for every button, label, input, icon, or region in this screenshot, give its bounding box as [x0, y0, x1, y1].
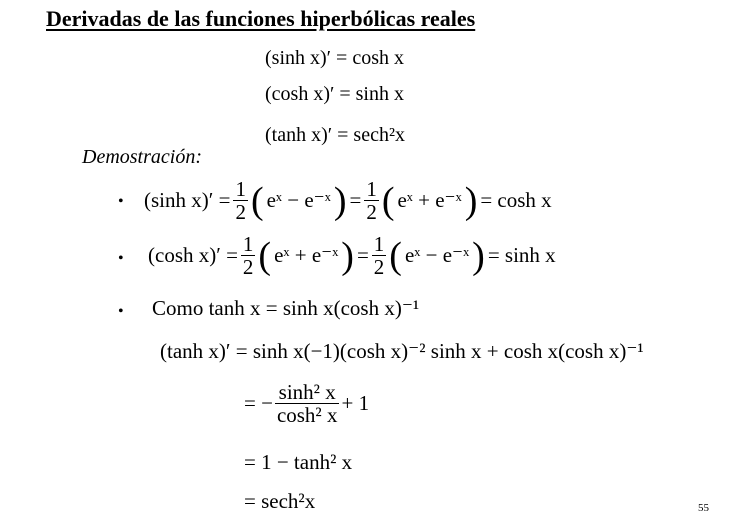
- paren-open: (: [389, 234, 402, 277]
- proof-cosh-line: [148, 233, 556, 278]
- proof-sinh-lhs: (sinh x)′ =: [144, 188, 231, 213]
- page-number: 55: [698, 502, 709, 514]
- fraction-denominator: 2: [235, 200, 246, 225]
- proof-cosh-inner1: eˣ + e⁻ˣ: [274, 243, 339, 268]
- fraction-half: [241, 233, 256, 278]
- proof-tanh-line2: [244, 381, 369, 426]
- paren-open: (: [381, 179, 395, 222]
- fraction-sinh-over-cosh: [275, 381, 340, 426]
- proof-sinh-mid: =: [349, 188, 362, 213]
- proof-tanh-line2-suffix: + 1: [341, 391, 370, 416]
- proof-tanh-line3: = 1 − tanh² x: [244, 450, 353, 474]
- proof-tanh-line4: = sech²x: [244, 489, 316, 513]
- fraction-numerator: 1: [366, 177, 377, 201]
- rule-cosh-derivative: (cosh x)′ = sinh x: [265, 83, 404, 105]
- fraction-numerator: 1: [373, 232, 385, 256]
- fraction-numerator: 1: [235, 177, 246, 201]
- page-title: Derivadas de las funciones hiperbólicas reales: [46, 6, 476, 31]
- paren-close: ): [472, 234, 485, 277]
- fraction-denominator: 2: [366, 200, 377, 225]
- paren-open: (: [250, 179, 264, 222]
- proof-cosh-lhs: (cosh x)′ =: [148, 243, 238, 268]
- proof-tanh-intro: Como tanh x = sinh x(cosh x)⁻¹: [152, 296, 420, 320]
- fraction-half: [233, 178, 248, 223]
- fraction-denominator: 2: [373, 255, 385, 280]
- proof-sinh-inner1: eˣ − e⁻ˣ: [266, 188, 331, 213]
- proof-sinh-line: [144, 178, 552, 223]
- bullet-icon: •: [118, 250, 124, 267]
- fraction-denominator: cosh² x: [276, 403, 338, 428]
- proof-tanh-line1: (tanh x)′ = sinh x(−1)(cosh x)⁻² sinh x + cosh x(cosh x)⁻¹: [160, 339, 644, 363]
- demo-label: Demostración:: [82, 146, 202, 168]
- paren-close: ): [464, 179, 478, 222]
- fraction-numerator: sinh² x: [275, 381, 340, 404]
- proof-sinh-rhs: = cosh x: [480, 188, 552, 213]
- proof-sinh-inner2: eˣ + e⁻ˣ: [397, 188, 462, 213]
- proof-tanh-line2-prefix: = −: [244, 391, 273, 416]
- paren-close: ): [333, 179, 347, 222]
- proof-cosh-inner2: eˣ − e⁻ˣ: [404, 243, 470, 268]
- paren-open: (: [258, 234, 272, 277]
- fraction-half: [364, 178, 379, 223]
- bullet-icon: •: [118, 303, 124, 320]
- proof-cosh-rhs: = sinh x: [487, 243, 556, 268]
- rule-tanh-derivative: (tanh x)′ = sech²x: [265, 124, 405, 146]
- fraction-half: [372, 233, 387, 278]
- paren-close: ): [341, 234, 354, 277]
- fraction-denominator: 2: [242, 255, 254, 280]
- bullet-icon: •: [118, 193, 124, 210]
- fraction-numerator: 1: [242, 232, 254, 256]
- proof-cosh-mid: =: [356, 243, 369, 268]
- rule-sinh-derivative: (sinh x)′ = cosh x: [265, 47, 404, 69]
